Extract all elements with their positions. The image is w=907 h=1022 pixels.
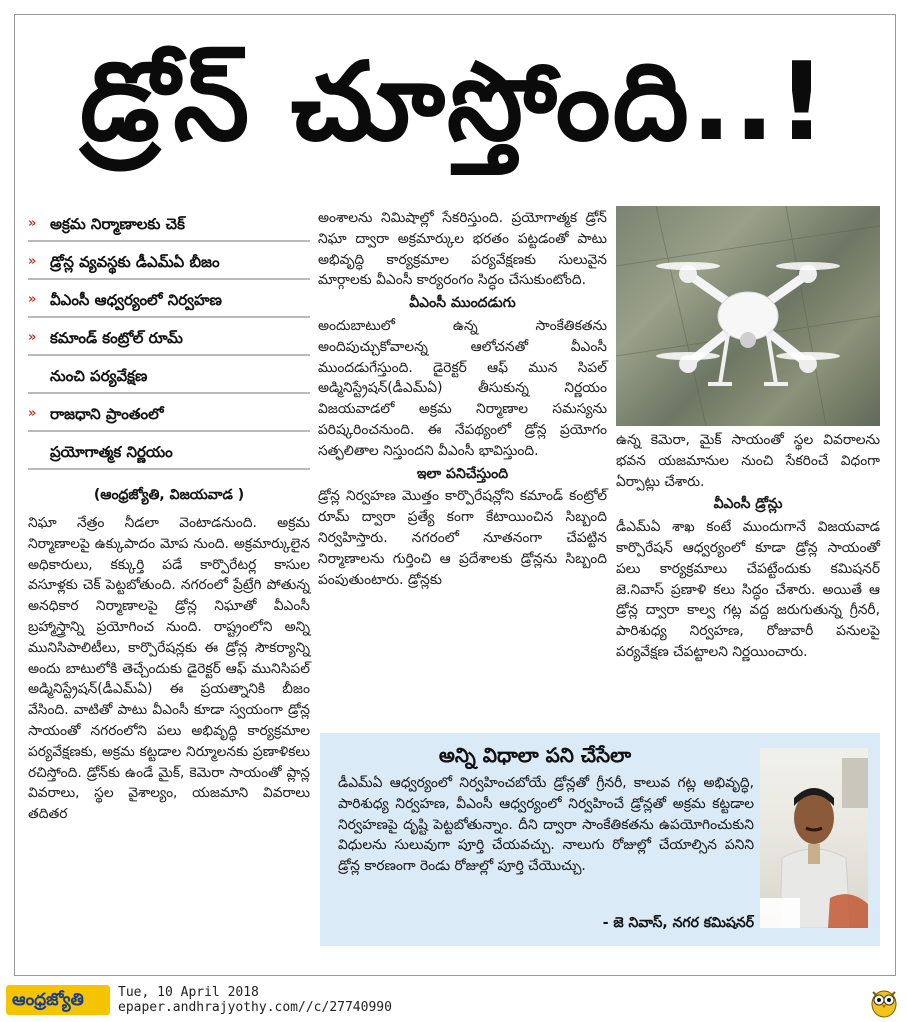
highlight-item: » రాజధాని ప్రాంతంలో [28,402,310,432]
double-arrow-icon: » [28,292,37,307]
highlight-item: » అక్రమ నిర్మాణాలకు చెక్ [28,212,310,242]
body-paragraph: డీఎమ్ఏ శాఖ కంటే ముందుగానే విజయవాడ కార్పొరేషన్ ఆధ్వర్యంలో కూడా డ్రోన్ల సాయంతో పలు కార్యక్రమాలు చేపట్టేందుకు కమిషనర్ జె.నివాస్ ప్రణాళి కలు సిద్ధం చేశారు. అయితే ఆ డ్రోన్ల ద్వారా కాల్వ గట్ల వద్ద జరుగుతున్న గ్రీనరీ, పారిశుధ్య నిర్వహణ, రోజువారీ పనులపై పర్యవేక్షణ చేపట్టాలని నిర్ణయించారు. [616,519,880,660]
highlight-item: నుంచి పర్యవేక్షణ [28,364,310,394]
highlight-item: » వీఎంసీ ఆధ్వర్యంలో నిర్వహణ [28,288,310,318]
article-column-2 [318,208,607,590]
double-arrow-icon: » [28,330,37,345]
article-column-1 [28,513,310,825]
quote-box-text: డీఎమ్ఏ ఆధ్వర్యంలో నిర్వహించబోయే డ్రోన్లతో గ్రీనరీ, కాలువ గట్ల అభివృద్ధి, పారిశుధ్య నిర్వహణ, వీఎంసీ ఆధ్వర్యంలో నిర్వహించే డ్రోన్లతో అక్రమ కట్టడాల నిర్వహణపై దృష్టి పెట్టబోతున్నాం. దీని ద్వారా సాంకేతికతను ఉపయోగించుకుని విధులను సులువుగా పూర్తి చేయవచ్చు. నాలుగు రోజుల్లో చేయాల్సిన పనిని డ్రోన్ల కారణంగా రెండు రోజుల్లో పూర్తి చేయొచ్చు. [338,775,754,875]
highlight-item: » డ్రోన్ల వ్యవస్థకు డీఎమ్ఏ బీజం [28,250,310,280]
person-image [760,748,868,928]
highlight-item: ప్రయోగాత్మక నిర్ణయం [28,440,310,470]
owl-icon [868,984,900,1018]
drone-photo [616,206,880,426]
epaper-url[interactable]: epaper.andhrajyothy.com//c/27740990 [118,1000,392,1015]
body-paragraph: అంశాలను నిమిషాల్లో సేకరిస్తుంది. ప్రయోగాత్మక డ్రోన్ నిఘా ద్వారా అక్రమార్కుల భరతం పట్టడంతో పాటు అభివృద్ధి కార్యక్రమాల పర్యవేక్షణకు సులువైన మార్గాలకు వీఎంసీ కార్యరంగం సిద్ధం చేసుకుంటోంది. [318,210,607,289]
footer-info [118,985,392,1015]
subheading: వీఎంసీ ముందడుగు [409,295,516,312]
subheading: వీఎంసీ డ్రోన్లు [713,496,783,513]
drone-image [616,206,880,426]
double-arrow-icon: » [28,254,37,269]
dateline-credit: (ఆంధ్రజ్యోతి, విజయవాడ ) [93,487,245,503]
edition-date: Tue, 10 April 2018 [118,985,259,1000]
body-paragraph: డ్రోన్ల నిర్వహణ మొత్తం కార్పొరేషన్లోని కమాండ్ కంట్రోల్ రూమ్ ద్వారా ప్రత్యే కంగా కేటాయించిన సిబ్బంది నిర్వహిస్తారు. నగరంలో నూతనంగా చేపట్టిన నిర్మాణాలను గుర్తించి ఆ ప్రదేశాలకు డ్రోన్లను సిబ్బంది పంపుతుంటారు. డ్రోన్లకు [318,488,607,588]
double-arrow-icon: » [28,216,37,231]
body-paragraph: నిఘా నేత్రం నీడలా వెంటాడనుంది. అక్రమ నిర్మాణాలపై ఉక్కుపాదం మోప నుంది. అక్రమార్కులైన అధికారులు, కక్కుర్తి పడే కార్పొరేటర్ల కాసుల వసూళ్లకు చెక్ పెట్టబోతుంది. నగరంలో ప్రేట్రేగి పోతున్న అనధికార నిర్మాణాలపై డ్రోన్ల నిఘాతో వీఎంసీ బ్రహ్మాస్త్రాన్ని ప్రయోగించ నుంది. రాష్ట్రంలోని అన్ని మునిసిపాలిటీలు, కార్పొరేషన్లకు ఈ డ్రోన్ల సౌకర్యాన్ని అందు బాటులోకి తెచ్చేందుకు డైరెక్టర్ ఆఫ్ మునిసిపల్ అడ్మినిస్ట్రేషన్(డీఎమ్ఏ) ఈ ప్రయత్నానికి బీజం వేసింది. వాటితో పాటు వీఎంసీ కూడా స్వయంగా డ్రోన్ల సాయంతో నగరంలోని పలు అభివృద్ధి కార్యక్రమాల పర్యవేక్షణకు, అక్రమ కట్టడాల నిర్మూలనకు ప్రణాళికలు రచిస్తోంది. డ్రోన్‌కు ఉండే మైక్, కెమెరా సాయంతో ప్లాన్ల వివరాలు, స్థల వైశాల్యం, యజమాని వివరాలు తదితర [28,515,310,823]
commissioner-photo [760,748,868,928]
body-paragraph: ఉన్న కెమెరా, మైక్ సాయంతో స్థల వివరాలను భవన యజమానుల నుంచి సేకరించే విధంగా ఏర్పాట్లు చేశారు. [616,432,880,490]
body-paragraph: అందుబాటులో ఉన్న సాంకేతికతను అందిపుచ్చుకోవాలన్న ఆలోచనతో వీఎంసీ ముందడుగేస్తుంది. డైరెక్టర్ ఆఫ్ మున సిపల్ అడ్మినిస్ట్రేషన్(డీఎమ్ఏ) తీసుకున్న నిర్ణయం విజయవాడలో అక్రమ నిర్మాణాల సమస్యను పరిష్కరించనుంది. ఈ నేపథ్యంలో డ్రోన్ల ప్రయోగం సత్ఫలితాల నిస్తుందని వీఎంసీ భావిస్తుంది. [318,317,607,459]
article-column-3 [616,430,880,663]
quote-signature: - జె నివాస్, నగర కమిషనర్ [602,915,754,931]
double-arrow-icon: » [28,406,37,421]
headline: డ్రోన్ చూస్తోంది..! [79,40,829,165]
highlights-list [28,212,310,478]
subheading: ఇలా పనిచేస్తుంది [416,465,509,482]
newspaper-logo: ఆంధ్రజ్యోతి [6,985,110,1015]
highlight-item: » కమాండ్ కంట్రోల్ రూమ్ [28,326,310,356]
quote-box-title: అన్ని విధాలా పని చేసేలా [438,743,632,767]
